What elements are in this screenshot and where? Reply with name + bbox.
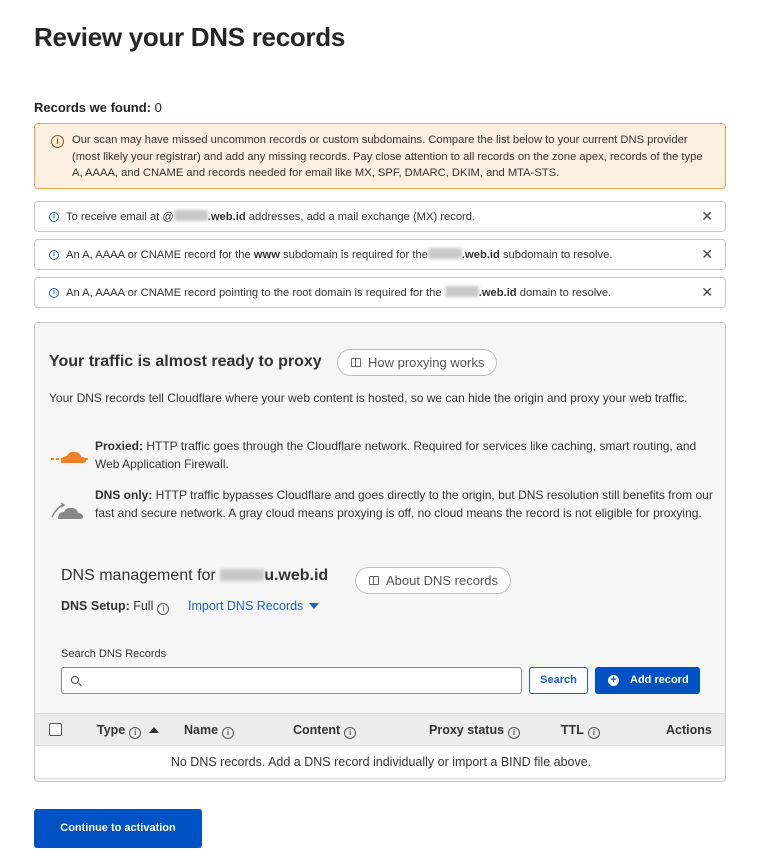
alert-text: An A, AAAA or CNAME record pointing to the root domain is required for the .web.id domain to resolve. [66, 287, 612, 299]
alert-mx-record [34, 201, 726, 232]
column-type[interactable]: Type i [97, 723, 159, 739]
book-icon [369, 576, 379, 585]
about-dns-records-label: About DNS records [386, 573, 498, 588]
column-content[interactable]: Content i [293, 723, 356, 739]
select-all-checkbox[interactable] [49, 723, 62, 736]
column-proxy-status[interactable]: Proxy status i [429, 723, 520, 739]
close-icon[interactable]: ✕ [701, 284, 713, 300]
close-icon[interactable]: ✕ [701, 208, 713, 224]
alert-www-record [34, 239, 726, 270]
info-icon: i [588, 727, 600, 739]
column-ttl[interactable]: TTL i [561, 723, 600, 739]
info-circle-icon: i [49, 250, 59, 260]
records-found [34, 100, 162, 115]
records-found-count: 0 [154, 100, 162, 115]
add-record-button[interactable] [595, 667, 700, 694]
proxied-description: Proxied: HTTP traffic goes through the Cloudflare network. Required for services like caching, smart routing, and Web Application Firewall. [95, 439, 697, 471]
redacted-domain [174, 210, 208, 221]
how-proxying-works-button[interactable] [337, 349, 497, 376]
dns-setup: DNS Setup: Full i [61, 599, 169, 615]
redacted-domain [428, 248, 462, 259]
proxy-description: Your DNS records tell Cloudflare where your web content is hosted, so we can hide the origin and proxy your web traffic. [49, 391, 688, 405]
info-circle-icon: i [49, 288, 59, 298]
sort-asc-icon [149, 727, 159, 733]
proxy-card [34, 322, 726, 782]
how-proxying-works-label: How proxying works [368, 355, 485, 370]
scan-warning-text: Our scan may have missed uncommon records or custom subdomains. Compare the list below to your current DNS provider (most likely your registrar) and add any missing records. Pay close attention to all records on the zone apex, records of the type A, AAAA, and CNAME and records needed for email like MX, SPF, DMARC, DKIM, and MTA-STS. [72, 134, 703, 179]
dns-only-cloud-icon [49, 499, 89, 523]
dns-table-header [35, 713, 726, 746]
info-icon: i [508, 727, 520, 739]
chevron-down-icon [309, 603, 319, 609]
scan-warning-banner [34, 123, 726, 189]
dns-management-title: DNS management for u.web.id [61, 567, 329, 584]
add-record-label: Add record [630, 674, 689, 686]
info-icon: i [222, 727, 234, 739]
alert-text: An A, AAAA or CNAME record for the www subdomain is required for the .web.id subdomain to resolve. [66, 249, 613, 261]
redacted-domain [220, 569, 264, 581]
info-icon[interactable]: i [157, 603, 169, 615]
import-dns-records-link[interactable]: Import DNS Records [188, 599, 319, 613]
about-dns-records-button[interactable] [355, 567, 511, 594]
search-button[interactable]: Search [529, 667, 588, 694]
close-icon[interactable]: ✕ [701, 246, 713, 262]
info-circle-icon: i [49, 212, 59, 222]
plus-icon: + [608, 675, 619, 686]
info-circle-icon: i [51, 135, 64, 148]
alert-text: To receive email at @ .web.id addresses, add a mail exchange (MX) record. [66, 211, 476, 223]
column-name[interactable]: Name i [184, 723, 234, 739]
empty-table-message: No DNS records. Add a DNS record individually or import a BIND file above. [35, 746, 726, 779]
search-label: Search DNS Records [61, 648, 167, 660]
info-icon: i [344, 727, 356, 739]
records-found-label: Records we found: [34, 100, 152, 115]
alert-root-record [34, 277, 726, 308]
search-input[interactable] [61, 667, 522, 694]
proxy-card-title: Your traffic is almost ready to proxy [49, 353, 322, 370]
column-actions: Actions [666, 723, 712, 737]
info-icon: i [129, 727, 141, 739]
proxied-cloud-icon [49, 445, 89, 469]
page-title: Review your DNS records [34, 22, 345, 52]
search-icon [71, 676, 79, 684]
redacted-domain [445, 286, 479, 297]
dns-only-description: DNS only: HTTP traffic bypasses Cloudflare and goes directly to the origin, but DNS resolution still benefits from our fast and secure network. A gray cloud means proxying is off, no cloud means the record is not eligible for proxying. [95, 488, 713, 520]
book-icon [351, 358, 361, 367]
continue-to-activation-button[interactable]: Continue to activation [34, 809, 202, 848]
